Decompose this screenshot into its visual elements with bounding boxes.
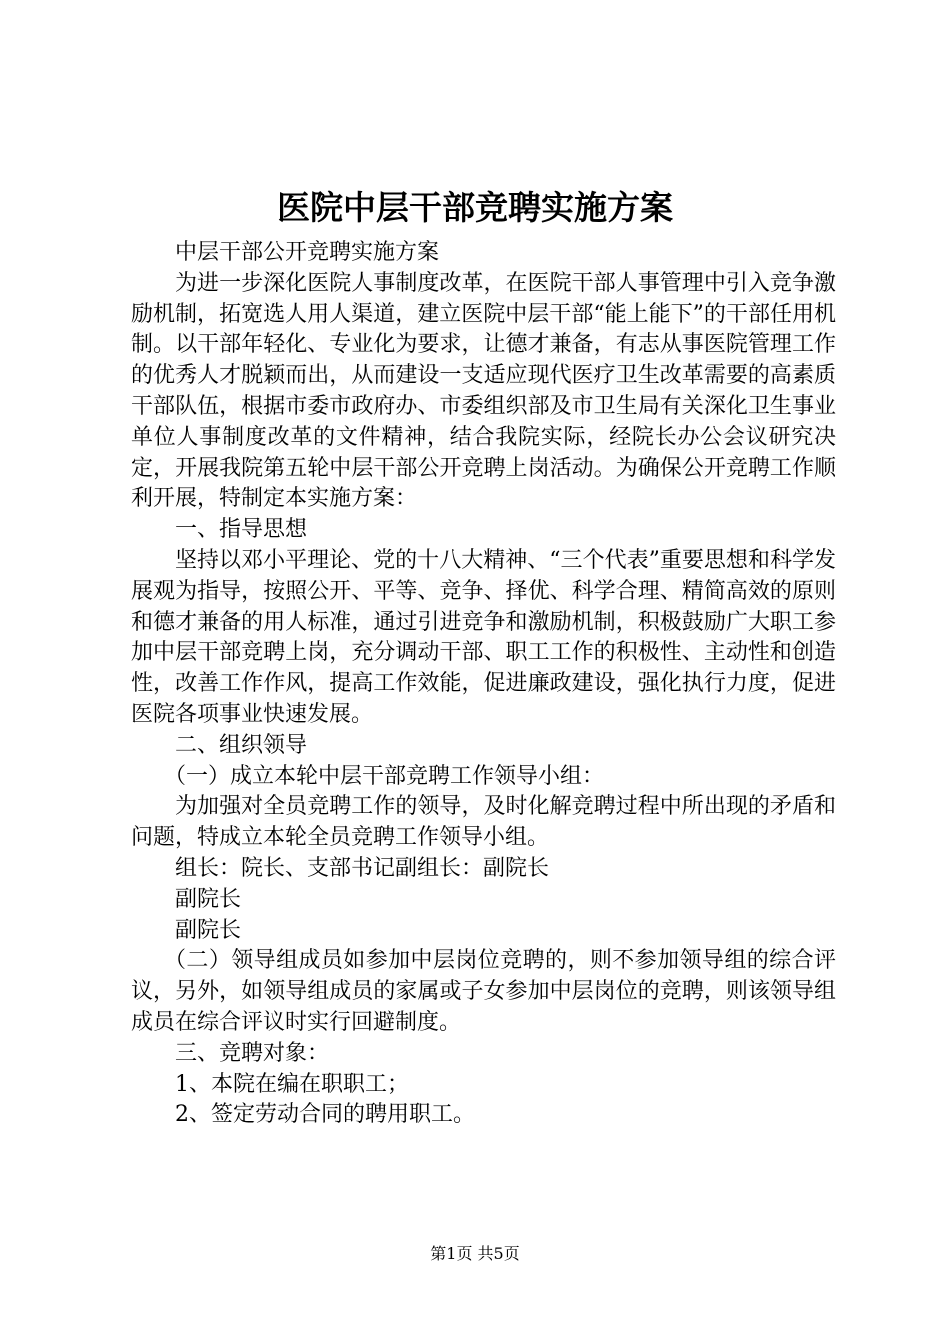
paragraph-vice-president-1: 副院长 bbox=[175, 886, 242, 912]
paragraph-recusal: （二）领导组成员如参加中层岗位竞聘的，则不参加领导组的综合评议，另外，如领导组成员的家属或子女参加中层岗位的竞聘，则该领导组成员在综合评议时实行回避制度。 bbox=[131, 948, 836, 1035]
subsection-heading-2-1: （一）成立本轮中层干部竞聘工作领导小组： bbox=[164, 763, 605, 789]
document-body bbox=[131, 238, 836, 1131]
document-title: 医院中层干部竞聘实施方案 bbox=[277, 188, 673, 227]
section-heading-1: 一、指导思想 bbox=[175, 517, 308, 543]
list-item-2: 2、签定劳动合同的聘用职工。 bbox=[175, 1102, 475, 1128]
paragraph-leadership-group: 为加强对全员竞聘工作的领导，及时化解竞聘过程中所出现的矛盾和问题，特成立本轮全员竞聘工作领导小组。 bbox=[131, 794, 836, 851]
paragraph-subtitle: 中层干部公开竞聘实施方案 bbox=[175, 240, 440, 265]
paragraph-group-leader: 组长：院长、支部书记副组长：副院长 bbox=[175, 855, 550, 881]
page-footer: 第1页 共5页 bbox=[430, 1244, 520, 1263]
paragraph-vice-president-2: 副院长 bbox=[175, 917, 242, 943]
paragraph-intro: 为进一步深化医院人事制度改革，在医院干部人事管理中引入竞争激励机制，拓宽选人用人渠道，建立医院中层干部“能上能下”的干部任用机制。以干部年轻化、专业化为要求，让德才兼备，有志从事医院管理工作的优秀人才脱颖而出，从而建设一支适应现代医疗卫生改革需要的高素质干部队伍，根据市委市政府办、市委组织部及市卫生局有关深化卫生事业单位人事制度改革的文件精神，结合我院实际，经院长办公会议研究决定，开展我院第五轮中层干部公开竞聘上岗活动。为确保公开竞聘工作顺利开展，特制定本实施方案： bbox=[131, 270, 836, 512]
list-item-1: 1、本院在编在职职工； bbox=[175, 1071, 409, 1097]
section-heading-2: 二、组织领导 bbox=[175, 732, 308, 758]
paragraph-guiding-thought: 坚持以邓小平理论、党的十八大精神、“三个代表”重要思想和科学发展观为指导，按照公开、平等、竞争、择优、科学合理、精简高效的原则和德才兼备的用人标准，通过引进竞争和激励机制，积极鼓励广大职工参加中层干部竞聘上岗，充分调动干部、职工工作的积极性、主动性和创造性，改善工作作风，提高工作效能，促进廉政建设，强化执行力度，促进医院各项事业快速发展。 bbox=[131, 547, 836, 727]
section-heading-3: 三、竞聘对象： bbox=[175, 1040, 330, 1066]
